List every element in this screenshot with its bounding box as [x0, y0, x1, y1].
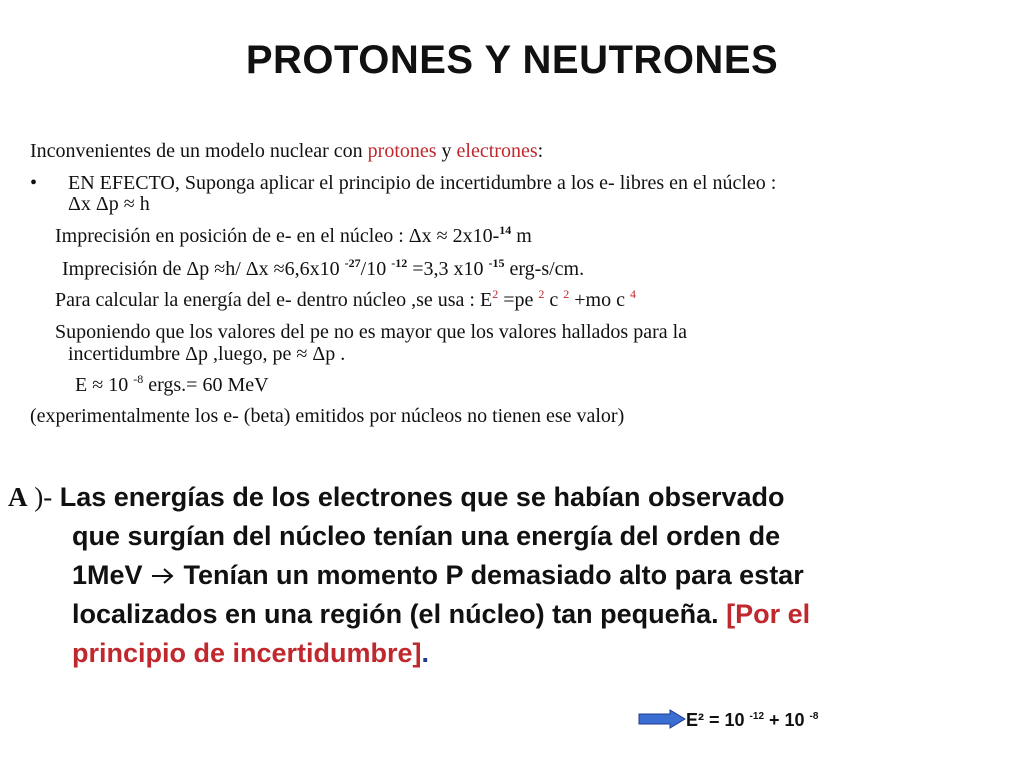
point-a-row-3: [8, 556, 1008, 595]
intro-line: [30, 140, 543, 162]
protones-word: protones: [367, 140, 437, 162]
point-a-label: A: [8, 482, 28, 512]
bullet-line-2: Δx Δp ≈ h: [68, 193, 150, 215]
l1-exponent: 14: [499, 223, 512, 237]
intro-text: Inconvenientes de un modelo nuclear con: [30, 140, 368, 162]
assumption-line-1: Suponiendo que los valores del pe no es mayor que los valores hallados para la: [55, 321, 688, 343]
arrow-right-icon: [150, 566, 176, 586]
equation-text: E² = 10: [686, 710, 750, 730]
imprecision-position-line: [55, 225, 532, 247]
point-a-block: [8, 478, 1008, 673]
l1-text: Imprecisión en posición de e- en el núcleo : Δx ≈ 2x10-: [55, 225, 500, 247]
l3-c: c: [544, 289, 564, 311]
l1-unit: m: [511, 225, 532, 247]
point-a-row-2: que surgían del núcleo tenían una energía del orden de: [72, 521, 781, 551]
assumption-line-2: incertidumbre Δp ,luego, pe ≈ Δp .: [68, 343, 346, 365]
energy-result-line: [75, 374, 269, 396]
equation-mid: + 10: [764, 710, 810, 730]
l3-c-exp: 2: [563, 287, 570, 301]
l5-post: ergs.= 60 MeV: [143, 374, 269, 396]
l3-pe-exp: 2: [538, 287, 545, 301]
l2-mid: /10: [360, 258, 392, 280]
energy-formula-line: [55, 289, 636, 311]
l2-exp-3: -15: [488, 256, 505, 270]
bullet-line-1: EN EFECTO, Suponga aplicar el principio de incertidumbre a los e- libres en el núcleo :: [68, 172, 777, 194]
l3-pe: =pe: [498, 289, 539, 311]
experimental-note: (experimentalmente los e- (beta) emitidos por núcleos no tienen ese valor): [30, 405, 625, 427]
point-a-text-4: localizados en una región (el núcleo) tan pequeña.: [72, 599, 727, 629]
l2-exp-1: -27: [344, 256, 361, 270]
l5-text: E ≈ 10: [75, 374, 134, 396]
l5-exponent: -8: [133, 372, 144, 386]
intro-y: y: [436, 140, 457, 162]
equation-exp-2: -8: [809, 711, 819, 722]
page-title: PROTONES Y NEUTRONES: [245, 38, 779, 82]
arrow-right-icon: [638, 709, 686, 729]
point-a-1mev: 1MeV: [72, 560, 151, 590]
por-el-text: [Por el: [726, 599, 811, 629]
l2-text: Imprecisión de Δp ≈h/ Δx ≈6,6x10: [62, 258, 345, 280]
l3-text: Para calcular la energía del e- dentro núcleo ,se usa : E: [55, 289, 493, 311]
equation-line: [638, 709, 818, 731]
equation-exp-1: -12: [749, 711, 764, 722]
point-a-paren: )-: [27, 482, 53, 512]
l3-e-exp: 2: [492, 287, 499, 301]
point-a-row-4: [8, 595, 1008, 634]
bullet-marker: •: [30, 172, 38, 194]
l2-mid-2: =3,3 x10: [407, 258, 489, 280]
l2-exp-2: -12: [391, 256, 408, 270]
l3-mo: +mo c: [569, 289, 630, 311]
intro-colon: :: [537, 140, 544, 162]
l2-unit: erg-s/cm.: [504, 258, 585, 280]
point-a-text-3: Tenían un momento P demasiado alto para estar: [176, 560, 804, 590]
imprecision-momentum-line: [62, 258, 584, 280]
point-a-row-5: [8, 634, 1008, 673]
electrones-word: electrones: [456, 140, 538, 162]
l3-c4-exp: 4: [629, 287, 636, 301]
point-a-row-1: [8, 478, 1008, 517]
principio-text: principio de incertidumbre]: [72, 638, 422, 668]
final-dot: .: [421, 638, 430, 668]
point-a-text-1: Las energías de los electrones que se habían observado: [52, 482, 785, 512]
